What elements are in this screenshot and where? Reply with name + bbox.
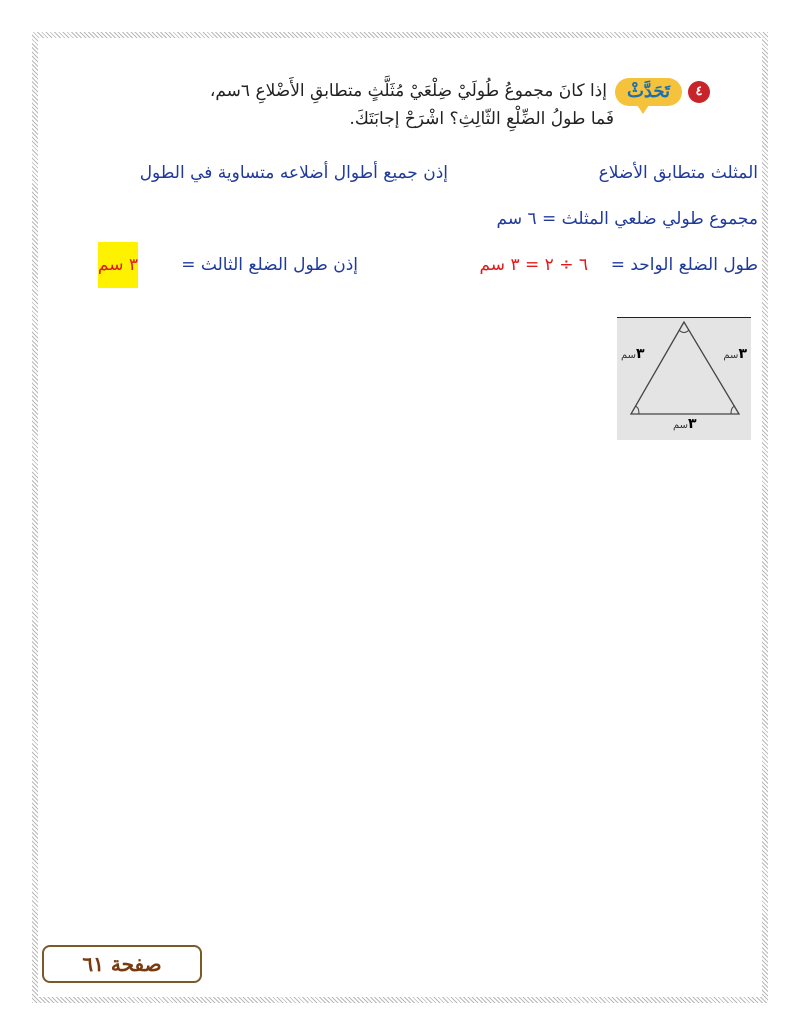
answer-line-2-text: مجموع طولي ضلعي المثلث = ٦ سم	[496, 209, 758, 229]
answer-line-1	[58, 150, 758, 196]
answer-line-1-part-a: المثلث متطابق الأضلاع	[598, 163, 758, 183]
question-number: ٤	[688, 81, 710, 103]
page-number-label: صفحة ٦١	[42, 945, 202, 983]
answer-block	[58, 150, 758, 288]
answer-line-1-part-b: إذن جميع أطوال أضلاعه متساوية في الطول	[139, 163, 448, 183]
answer-line-3	[58, 242, 758, 288]
question-line-2: فَما طولُ الضِّلْعِ الثّالِثِ؟ اشْرَحْ إجابَتَكَ.	[349, 109, 614, 129]
answer-line-3-part-c: إذن طول الضلع الثالث =	[181, 255, 358, 275]
answer-line-3-highlight: ٣ سم	[98, 242, 138, 288]
bottom-side-label: ٣سم	[673, 416, 697, 432]
answer-line-3-part-a: طول الضلع الواحد =	[610, 255, 758, 275]
left-side-label: ٣سم	[621, 346, 645, 362]
question-block	[150, 78, 710, 132]
right-side-label: ٣سم	[723, 346, 747, 362]
answer-line-3-part-b: ٦ ÷ ٢ = ٣ سم	[479, 255, 588, 275]
question-line-1: إذا كانَ مجموعُ طُولَيْ ضِلْعَيْ مُثَلَّثٍ متطابقِ الأَضْلاعِ ٦سم،	[209, 81, 607, 101]
answer-line-2	[58, 196, 758, 242]
talk-badge: تَحَدَّثْ	[615, 78, 682, 106]
triangle-figure	[617, 317, 751, 440]
